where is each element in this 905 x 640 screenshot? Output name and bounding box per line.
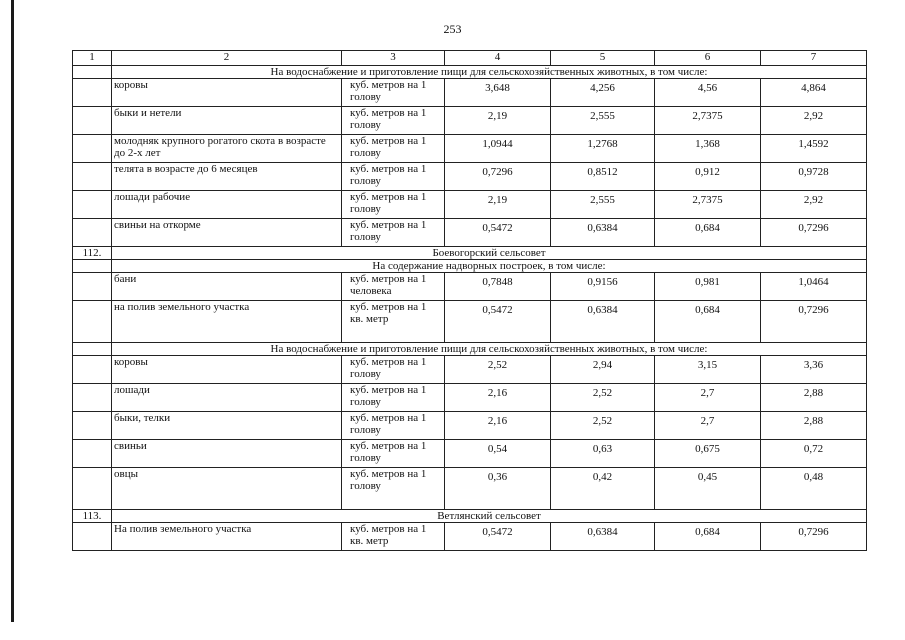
value-cell: 4,864 (761, 79, 867, 107)
table-row (73, 384, 867, 412)
empty-num-cell (73, 301, 112, 343)
item-name: быки и нетели (112, 107, 342, 135)
table-row (73, 301, 867, 343)
value-cell: 0,684 (655, 523, 761, 551)
unit-cell: куб. метров на 1 голову (342, 191, 445, 219)
value-cell: 1,0464 (761, 273, 867, 301)
empty-num-cell (73, 384, 112, 412)
item-name: быки, телки (112, 412, 342, 440)
item-name: овцы (112, 468, 342, 510)
subheader-row (73, 260, 867, 273)
value-cell: 2,7375 (655, 191, 761, 219)
value-cell: 3,648 (445, 79, 551, 107)
norms-table (72, 50, 867, 551)
value-cell: 0,8512 (551, 163, 655, 191)
unit-cell: куб. метров на 1 голову (342, 163, 445, 191)
item-name: телята в возрасте до 6 месяцев (112, 163, 342, 191)
value-cell: 0,7296 (761, 219, 867, 247)
unit-cell: куб. метров на 1 голову (342, 219, 445, 247)
value-cell: 0,6384 (551, 219, 655, 247)
item-name: бани (112, 273, 342, 301)
value-cell: 2,88 (761, 412, 867, 440)
value-cell: 0,6384 (551, 523, 655, 551)
empty-num-cell (73, 135, 112, 163)
value-cell: 2,16 (445, 384, 551, 412)
table-row (73, 79, 867, 107)
item-name: лошади рабочие (112, 191, 342, 219)
empty-num-cell (73, 219, 112, 247)
value-cell: 0,42 (551, 468, 655, 510)
value-cell: 2,19 (445, 191, 551, 219)
subheader-text: На водоснабжение и приготовление пищи для сельскохозяйственных животных, в том числе: (112, 343, 867, 356)
table-row (73, 219, 867, 247)
item-name: коровы (112, 356, 342, 384)
value-cell: 0,5472 (445, 301, 551, 343)
value-cell: 0,912 (655, 163, 761, 191)
value-cell: 4,256 (551, 79, 655, 107)
page-number: 253 (443, 22, 462, 36)
unit-cell: куб. метров на 1 голову (342, 135, 445, 163)
section-number: 112. (73, 247, 112, 260)
value-cell: 2,52 (551, 384, 655, 412)
value-cell: 4,56 (655, 79, 761, 107)
value-cell: 0,63 (551, 440, 655, 468)
value-cell: 0,36 (445, 468, 551, 510)
column-number-row (73, 51, 867, 66)
section-number: 113. (73, 510, 112, 523)
empty-num-cell (73, 523, 112, 551)
value-cell: 0,72 (761, 440, 867, 468)
value-cell: 0,9156 (551, 273, 655, 301)
value-cell: 0,5472 (445, 219, 551, 247)
empty-num-cell (73, 343, 112, 356)
subheader-row (73, 343, 867, 356)
value-cell: 0,48 (761, 468, 867, 510)
unit-cell: куб. метров на 1 голову (342, 356, 445, 384)
value-cell: 0,684 (655, 219, 761, 247)
value-cell: 0,7296 (761, 301, 867, 343)
value-cell: 2,7 (655, 384, 761, 412)
binding-bar (11, 0, 14, 622)
table-row (73, 135, 867, 163)
item-name: лошади (112, 384, 342, 412)
subheader-row (73, 66, 867, 79)
value-cell: 3,15 (655, 356, 761, 384)
value-cell: 2,52 (445, 356, 551, 384)
table-row (73, 107, 867, 135)
value-cell: 0,5472 (445, 523, 551, 551)
value-cell: 2,52 (551, 412, 655, 440)
subheader-text: На водоснабжение и приготовление пищи для сельскохозяйственных животных, в том числе: (112, 66, 867, 79)
col-header: 7 (761, 51, 867, 66)
value-cell: 0,684 (655, 301, 761, 343)
col-header: 1 (73, 51, 112, 66)
table-row (73, 412, 867, 440)
empty-num-cell (73, 260, 112, 273)
table-row (73, 468, 867, 510)
value-cell: 2,88 (761, 384, 867, 412)
col-header: 4 (445, 51, 551, 66)
value-cell: 0,7296 (445, 163, 551, 191)
value-cell: 1,2768 (551, 135, 655, 163)
item-name: На полив земельного участка (112, 523, 342, 551)
empty-num-cell (73, 107, 112, 135)
item-name: молодняк крупного рогатого скота в возрасте до 2-х лет (112, 135, 342, 163)
table-row (73, 191, 867, 219)
empty-num-cell (73, 356, 112, 384)
value-cell: 1,368 (655, 135, 761, 163)
value-cell: 2,92 (761, 107, 867, 135)
item-name: свиньи (112, 440, 342, 468)
value-cell: 2,7 (655, 412, 761, 440)
unit-cell: куб. метров на 1 голову (342, 440, 445, 468)
value-cell: 0,45 (655, 468, 761, 510)
section-title: Ветлянский сельсовет (112, 510, 867, 523)
value-cell: 0,7296 (761, 523, 867, 551)
item-name: свиньи на откорме (112, 219, 342, 247)
col-header: 6 (655, 51, 761, 66)
empty-num-cell (73, 412, 112, 440)
value-cell: 2,92 (761, 191, 867, 219)
value-cell: 1,4592 (761, 135, 867, 163)
item-name: коровы (112, 79, 342, 107)
value-cell: 0,9728 (761, 163, 867, 191)
value-cell: 0,981 (655, 273, 761, 301)
value-cell: 0,6384 (551, 301, 655, 343)
unit-cell: куб. метров на 1 кв. метр (342, 523, 445, 551)
empty-num-cell (73, 440, 112, 468)
table-row (73, 440, 867, 468)
value-cell: 2,555 (551, 191, 655, 219)
value-cell: 2,555 (551, 107, 655, 135)
value-cell: 0,7848 (445, 273, 551, 301)
value-cell: 0,54 (445, 440, 551, 468)
section-row (73, 247, 867, 260)
value-cell: 2,7375 (655, 107, 761, 135)
unit-cell: куб. метров на 1 голову (342, 79, 445, 107)
col-header: 2 (112, 51, 342, 66)
table-row (73, 356, 867, 384)
table-body (73, 51, 867, 551)
value-cell: 3,36 (761, 356, 867, 384)
empty-num-cell (73, 191, 112, 219)
col-header: 3 (342, 51, 445, 66)
value-cell: 2,16 (445, 412, 551, 440)
unit-cell: куб. метров на 1 человека (342, 273, 445, 301)
value-cell: 0,675 (655, 440, 761, 468)
empty-num-cell (73, 468, 112, 510)
unit-cell: куб. метров на 1 голову (342, 412, 445, 440)
unit-cell: куб. метров на 1 голову (342, 107, 445, 135)
empty-num-cell (73, 66, 112, 79)
value-cell: 2,94 (551, 356, 655, 384)
unit-cell: куб. метров на 1 кв. метр (342, 301, 445, 343)
section-row (73, 510, 867, 523)
item-name: на полив земельного участка (112, 301, 342, 343)
table-row (73, 273, 867, 301)
section-title: Боевогорский сельсовет (112, 247, 867, 260)
table-row (73, 523, 867, 551)
unit-cell: куб. метров на 1 голову (342, 468, 445, 510)
empty-num-cell (73, 163, 112, 191)
table-row (73, 163, 867, 191)
value-cell: 1,0944 (445, 135, 551, 163)
empty-num-cell (73, 273, 112, 301)
empty-num-cell (73, 79, 112, 107)
unit-cell: куб. метров на 1 голову (342, 384, 445, 412)
subheader-text: На содержание надворных построек, в том числе: (112, 260, 867, 273)
col-header: 5 (551, 51, 655, 66)
value-cell: 2,19 (445, 107, 551, 135)
